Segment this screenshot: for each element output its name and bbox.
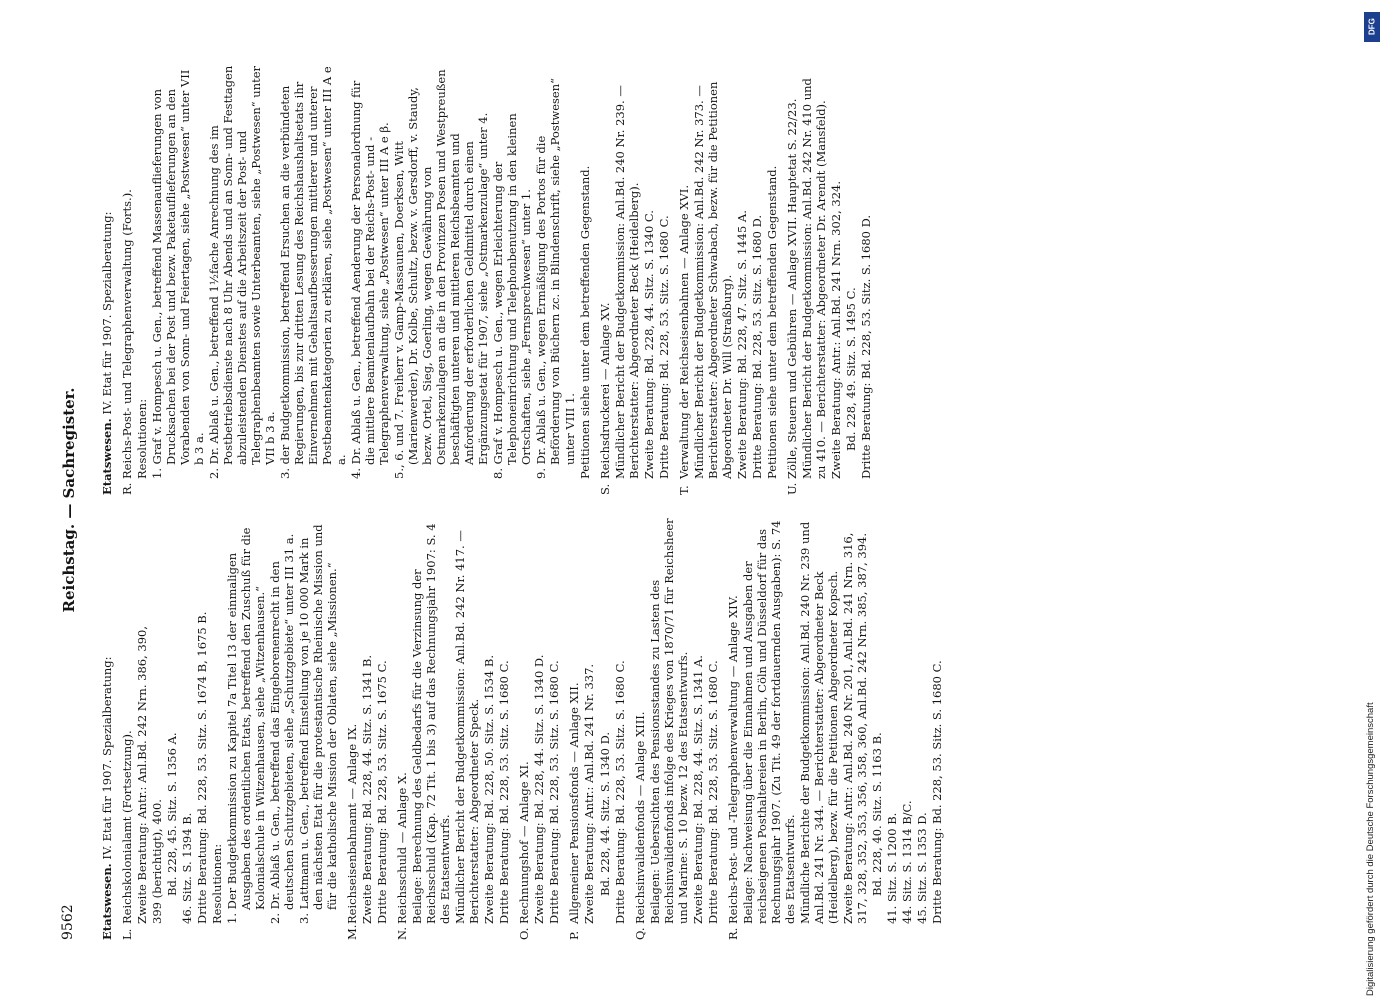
left-column-heading: IV. Etat für 1907. Spezialberatung:: [100, 656, 114, 860]
right-column-sections: [120, 65, 873, 495]
entry-line: Beilagen: Uebersichten des Pensionsstandes zu Lasten des Reichsinvalidenfonds infolge des Krieges von 1870/71 für Reichsheer und Marine: S. 10 bezw. 12 des Etatsentwurfs.: [647, 518, 690, 924]
section-letter: N.: [395, 927, 410, 940]
entry-line: Dritte Beratung: Bd. 228, 53. Sitz. S. 1680 C.: [497, 660, 512, 924]
section-title: Zölle, Steuern und Gebühren — Anlage XVII. Hauptetat S. 22/23.: [784, 98, 799, 479]
entry-line: Dritte Beratung: Bd. 228, 53. Sitz. S. 1675 C.: [375, 660, 390, 924]
page-number: 9562: [60, 904, 76, 940]
section-letter: R.: [120, 482, 135, 495]
section-title: Verwaltung der Reichseisenbahnen — Anlage XVI.: [676, 184, 691, 479]
section-title: Reichseisenbahnamt — Anlage IX.: [345, 723, 360, 924]
entry-line: 45. Sitz. S. 1353 D.: [914, 812, 929, 924]
section-title: Reichsschuld — Anlage X.: [395, 772, 410, 924]
entry-line: 1. Graf v. Hompesch u. Gen., betreffend Massenauflieferungen von Drucksachen bei der Post und bezw. Paketauflieferungen an den Vorabenden von Sonn- und Feiertagen, siehe „Postwesen“ unter VII b 3 a.: [150, 69, 207, 479]
section-heading: [785, 65, 799, 495]
entry-line: 399 (berichtigt), 400.: [150, 799, 165, 924]
entry-line: Dritte Beratung: Bd. 228, 53. Sitz. S. 1680 C.: [612, 660, 627, 924]
entry-line: Beilage: Nachweisung über die Einnahmen und Ausgaben der reichseigenen Posthaltereien in Berlin, Cöln und Düsseldorf für das Rechnungsjahr 1907. (Zu Tit. 49 der fortdauernden Ausgaben): S. 74 des Etatsentwurfs.: [740, 520, 797, 924]
left-column-heading-prefix: Etatswesen.: [100, 863, 114, 940]
entry-line: Beilage: Berechnung des Geldbedarfs für die Verzinsung der Reichsschuld (Kap. 72 Tit. 1 bis 3) auf das Rechnungsjahr 1907: S. 4 des Etatsentwurfs.: [410, 523, 453, 924]
entry-line: Dritte Beratung: Bd. 228, 53. Sitz. S. 1680 C.: [705, 660, 720, 924]
section-letter: M.: [345, 924, 360, 940]
entry-line: Dritte Beratung: Bd. 228, 53. Sitz. S. 1680 D.: [749, 214, 764, 479]
entry-line: Zweite Beratung: Antr.: Anl.Bd. 241 Nr. 337.: [582, 663, 597, 924]
entry-line: Zweite Beratung: Bd. 228, 47. Sitz. S. 1445 A.: [734, 210, 749, 479]
section-letter: R.: [725, 927, 740, 940]
entry-line: 2. Dr. Ablaß u. Gen., betreffend das Eingeborenenrecht in den deutschen Schutzgebieten, siehe „Schutzgebiete“ unter III 31 a.: [268, 533, 297, 924]
section-letter: P.: [567, 930, 582, 940]
entry-line: Bd. 228, 45. Sitz. S. 1356 A.: [165, 732, 180, 896]
entry-line: 3. der Budgetkommission, betreffend Ersuchen an die verbündeten Regierungen, bis zur dritten Lesung des Reichshaushaltsetats ihr Einvernehmen mit Gehaltsaufbesserungen mittlerer und unterer Postbeamtenkategorien zu erklären, siehe „Postwesen“ unter III A e a.: [278, 66, 349, 479]
entry-line: Mündlicher Bericht der Budgetkommission: Anl.Bd. 240 Nr. 239. — Berichterstatter: Abgeordneter Beck (Heidelberg).: [612, 85, 641, 479]
index-section: [726, 515, 944, 940]
running-title: Reichstag. — Sachregister.: [60, 387, 78, 613]
index-section: [785, 65, 873, 495]
index-section: [598, 65, 671, 495]
entry-line: Mündlicher Bericht der Budgetkommission: Anl.Bd. 242 Nr. 417. — Berichterstatter: Abgeordneter Speck.: [453, 530, 482, 924]
entry-line: Bd. 228, 40. Sitz. S. 1163 B.: [869, 732, 884, 896]
section-letter: T.: [676, 485, 691, 495]
entry-line: 4. Dr. Ablaß u. Gen., betreffend Aenderung der Personalordnung für die mittlere Beamtenlaufbahn bei der Reichs-Post- und -Telegraphenverwaltung, siehe „Postwesen“ unter III A e β.: [349, 80, 392, 479]
left-column-sections: [120, 515, 944, 940]
section-letter: Q.: [632, 927, 647, 940]
left-column: [100, 515, 945, 940]
section-letter: S.: [597, 483, 612, 495]
entry-line: 9. Dr. Ablaß u. Gen., wegen Ermäßigung des Portos für die Beförderung von Büchern zc. in Blindenschrift, siehe „Postwesen“ unter VIII 1.: [534, 77, 577, 479]
section-heading: [120, 65, 134, 495]
page-header: [60, 60, 90, 940]
section-letter: O.: [517, 927, 532, 940]
entry-line: 44. Sitz. S. 1314 B/C.: [899, 800, 914, 924]
section-heading: [598, 65, 612, 495]
entry-line: Dritte Beratung: Bd. 228, 53. Sitz. S. 1680 C.: [929, 660, 944, 924]
section-title: Allgemeiner Pensionsfonds — Anlage XII.: [567, 682, 582, 924]
section-heading: [677, 65, 691, 495]
section-heading: [120, 515, 134, 940]
dfg-logo: DFG: [1364, 12, 1380, 42]
section-heading: [567, 515, 581, 940]
section-heading: [517, 515, 531, 940]
entry-line: 1. Der Budgetkommission zu Kapitel 7a Titel 13 der einmaligen Ausgaben des ordentlichen Etats, betreffend den Zuschuß für die Kolonialschule in Witzenhausen, siehe „Witzenhausen.“: [225, 527, 268, 924]
entry-line: Resolutionen:: [210, 843, 225, 924]
section-title: Reichsdruckerei — Anlage XV.: [597, 302, 612, 479]
section-title: Reichsinvalidenfonds — Anlage XIII.: [632, 711, 647, 924]
right-column-heading: IV. Etat für 1907. Spezialberatung:: [100, 211, 114, 415]
section-title: Reichs-Post- und Telegraphenverwaltung (Forts.).: [120, 189, 135, 479]
section-letter: L.: [120, 928, 135, 940]
entry-line: Mündliche Berichte der Budgetkommission: Anl.Bd. 240 Nr. 239 und Anl.Bd. 241 Nr. 344. — Berichterstatter: Abgeordneter Beck (Heidelberg), bezw. für die Petitionen Abgeordneter Kopsch.: [797, 521, 840, 924]
entry-line: 5., 6. und 7. Freiherr v. Gamp-Massaunen, Doerksen, Witt (Marienwerder), Dr. Kolbe, Schultz, bezw. v. Gersdorff, v. Staudy, bezw. Ortel, Sieg, Goerling, wegen Gewährung von Ostmarkenzulagen an die in den Provinzen Posen und Westpreußen beschäftigten unteren und mittleren Reichsbeamten und Anforderung der erforderlichen Geldmittel durch einen Ergänzungsetat für 1907, siehe „Ostmarkenzulage“ unter 4.: [392, 69, 491, 479]
entry-line: Bd. 228, 49. Sitz. S. 1495 C.: [843, 287, 858, 451]
entry-line: Zweite Beratung: Antr.: Anl.Bd. 240 Nr. 201, Anl.Bd. 241 Nrn. 316, 317, 328, 352, 353, 356, 358, 360, Anl.Bd. 242 Nrn. 385, 387, 394.: [840, 532, 869, 924]
index-section: [395, 515, 511, 940]
entry-line: 41. Sitz. S. 1200 B.: [884, 812, 899, 924]
index-section: [345, 515, 389, 940]
entry-line: Dritte Beratung: Bd. 228, 53. Sitz. S. 1680 C.: [656, 215, 671, 479]
section-title: Reichs-Post- und -Telegraphenverwaltung — Anlage XIV.: [725, 595, 740, 924]
entry-line: Dritte Beratung: Bd. 228, 53. Sitz. S. 1680 D.: [858, 214, 873, 479]
entry-line: 2. Dr. Ablaß u. Gen., betreffend 1½fache Anrechnung des im Postbetriebsdienste nach 8 Uhr Abends und an Sonn- und Festtagen abzuleistenden Dienstes auf die Arbeitszeit der Post- und Telegraphenbeamten sowie Unterbeamten, siehe „Postwesen“ unter VII b 3 a.: [207, 65, 278, 479]
section-heading: [633, 515, 647, 940]
entry-line: 46. Sitz. S. 1394 B.: [180, 812, 195, 924]
right-column-heading-prefix: Etatswesen.: [100, 418, 114, 495]
digitization-note: [1362, 6, 1382, 996]
digitization-note-text: Digitalisierung gefördert durch die Deutsche Forschungsgemeinschaft: [1365, 702, 1376, 996]
entry-line: Petitionen siehe unter dem betreffenden Gegenstand.: [764, 165, 779, 479]
entry-line: Zweite Beratung: Antr.: Anl.Bd. 242 Nrn. 386, 390,: [135, 625, 150, 924]
entry-line: Mündlicher Bericht der Budgetkommission: Anl.Bd. 242 Nr. 373. — Berichterstatter: Abgeordneter Schwabach, bezw. für die Petitionen Abgeordneter Dr. Will (Straßburg).: [691, 81, 734, 479]
entry-line: 3. Lattmann u. Gen., betreffend Einstellung von je 10 000 Mark in den nächsten Etat für die protestantische Rheinische Mission und für die katholische Mission der Oblaten, siehe „Missionen.“: [297, 524, 340, 924]
entry-line: Zweite Beratung: Bd. 228, 44. Sitz. S. 1340 C.: [641, 210, 656, 479]
index-section: [120, 65, 592, 495]
entry-line: Zweite Beratung: Bd. 228, 44. Sitz. S. 1340 D.: [532, 654, 547, 924]
section-title: Reichskolonialamt (Fortsetzung).: [120, 730, 135, 924]
rotated-page: [60, 60, 1300, 940]
entry-line: Petitionen siehe unter dem betreffenden Gegenstand.: [577, 165, 592, 479]
index-section: [567, 515, 626, 940]
entry-line: Dritte Beratung: Bd. 228, 53. Sitz. S. 1680 C.: [547, 660, 562, 924]
index-section: [120, 515, 339, 940]
right-column: [100, 65, 874, 495]
index-section: [517, 515, 561, 940]
entry-line: Zweite Beratung: Bd. 228, 44. Sitz. S. 1341 B.: [360, 654, 375, 924]
entry-line: Zweite Beratung: Bd. 228, 44. Sitz. S. 1341 A.: [690, 655, 705, 924]
section-heading: [395, 515, 409, 940]
entry-line: Zweite Beratung: Antr.: Anl.Bd. 241 Nrn. 302, 324.: [828, 180, 843, 479]
section-heading: [345, 515, 359, 940]
entry-line: Bd. 228, 44. Sitz. S. 1340 D.: [597, 731, 612, 896]
entry-line: Mündlicher Bericht der Budgetkommission: Anl.Bd. 242 Nr. 410 und zu 410. — Berichterstatter: Abgeordneter Dr. Arendt (Mansfeld).: [799, 78, 828, 479]
entry-line: Zweite Beratung: Bd. 228, 50. Sitz. S. 1534 B.: [482, 654, 497, 924]
entry-line: Dritte Beratung: Bd. 228, 53. Sitz. S. 1674 B, 1675 B.: [195, 611, 210, 924]
index-section: [633, 515, 720, 940]
section-heading: [726, 515, 740, 940]
section-title: Rechnungshof — Anlage XI.: [517, 761, 532, 924]
section-letter: U.: [784, 482, 799, 495]
entry-line: 8. Graf v. Hompesch u. Gen., wegen Erleichterung der Telephoneinrichtung und Telephonbenutzung in den kleinen Ortschaften, siehe „Fernsprechwesen“ unter 1.: [491, 113, 534, 479]
entry-line: Resolutionen:: [135, 398, 150, 479]
index-section: [677, 65, 779, 495]
